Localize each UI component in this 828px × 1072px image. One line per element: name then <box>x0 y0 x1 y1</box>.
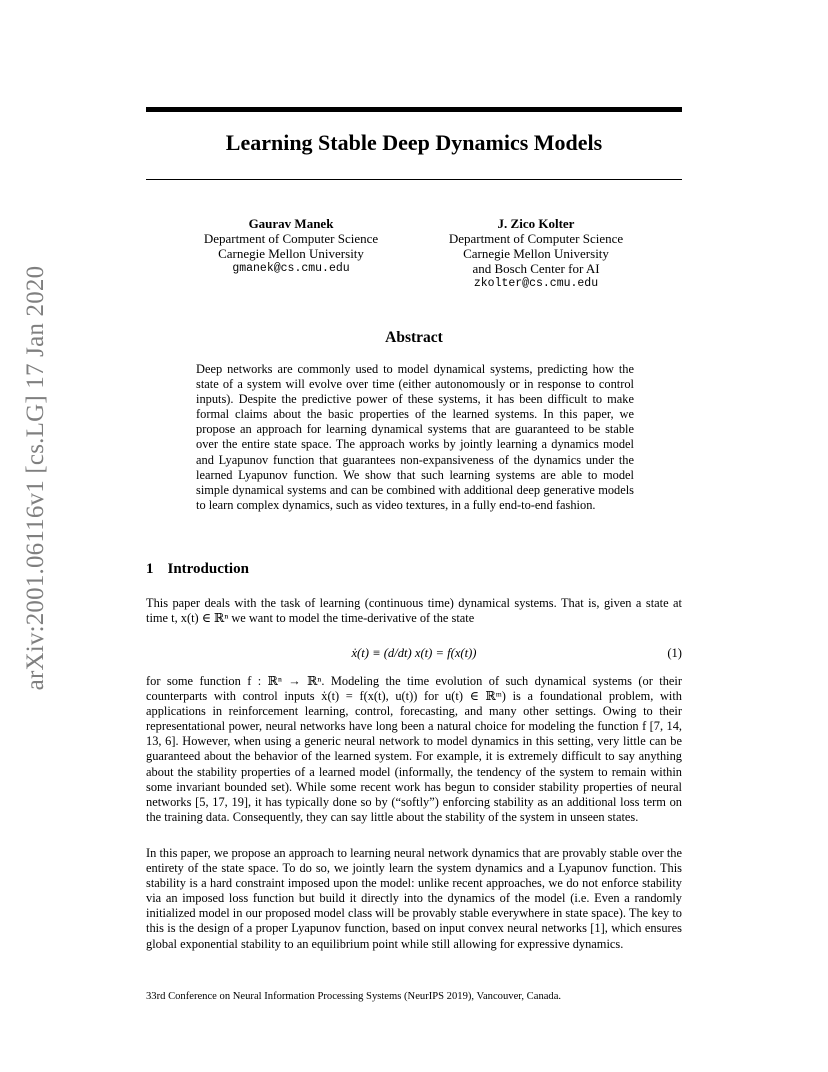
paper-title: Learning Stable Deep Dynamics Models <box>225 130 603 155</box>
intro-paragraph-2: for some function f : ℝⁿ → ℝⁿ. Modeling the time evolution of such dynamical systems (or their counterparts with control inputs ẋ(t) = f(x(t), u(t)) for u(t) ∈ ℝᵐ) is a foundational problem, with applications in reinforcement learning, control, forecasting, and many other settings. Owing to their representational power, neural networks have long been a natural choice for modeling the function f [7, 14, 13, 6]. However, when using a generic neural network to model dynamics in this setting, very little can be guaranteed about the behavior of the learned system. For example, it is extremely difficult to say anything about the stability properties of a learned model (informally, the tendency of the system to remain within some invariant bounded set). While some recent work has begun to consider stability properties of neural networks [5, 17, 19], it has typically done so by (“softly”) enforcing stability as an additional loss term on the training data. Consequently, they can say little about the stability of the system in unseen states. <box>146 674 682 824</box>
section-title: Introduction <box>167 561 249 577</box>
author-email: zkolter@cs.cmu.edu <box>473 277 599 290</box>
author-block-2 <box>440 216 632 291</box>
title-rule-top <box>146 107 682 112</box>
section-heading <box>146 561 249 578</box>
author-affiliation: Carnegie Mellon University <box>463 246 609 261</box>
author-affiliation: Carnegie Mellon University <box>218 246 364 261</box>
equation-body: ẋ(t) ≡ (d/dt) x(t) = f(x(t)) <box>351 646 477 660</box>
section-number: 1 <box>146 561 154 577</box>
intro-paragraph-1: This paper deals with the task of learning (continuous time) dynamical systems. That is, given a state at time t, x(t) ∈ ℝⁿ we want to model the time-derivative of the state <box>146 596 682 626</box>
author-affiliation: Department of Computer Science <box>203 231 379 246</box>
author-block-1 <box>196 216 386 276</box>
conference-footer: 33rd Conference on Neural Information Processing Systems (NeurIPS 2019), Vancouver, Canada. <box>146 991 562 1002</box>
abstract-text: Deep networks are commonly used to model dynamical systems, predicting how the state of a system will evolve over time (either autonomously or in response to control inputs). Despite the predictive power of these systems, it has been difficult to make formal claims about the basic properties of the learned systems. In this paper, we propose an approach for learning dynamical systems that are guaranteed to be stable over the entire state space. The approach works by jointly learning a dynamics model and Lyapunov function that guarantees non-expansiveness of the dynamics under the learned Lyapunov function. We show that such learning systems are able to model simple dynamical systems and can be combined with additional deep generative models to learn complex dynamics, such as video textures, in a fully end-to-end fashion. <box>196 362 634 512</box>
equation-1 <box>146 638 682 668</box>
equation-number: (1) <box>667 646 682 660</box>
author-name: J. Zico Kolter <box>497 216 575 231</box>
arxiv-stamp: arXiv:2001.06116v1 [cs.LG] 17 Jan 2020 <box>22 265 49 691</box>
title-rule-bottom <box>146 179 682 180</box>
author-affiliation: and Bosch Center for AI <box>472 261 600 276</box>
intro-paragraph-3: In this paper, we propose an approach to learning neural network dynamics that are provably stable over the entirety of the state space. To do so, we jointly learn the system dynamics and a Lyapunov function. This stability is a hard constraint imposed upon the model: unlike recent approaches, we do not enforce stability via an imposed loss function but build it directly into the dynamics of the model (i.e. Even a randomly initialized model in our proposed model class will be provably stable everywhere in state space). The key to this is the design of a proper Lyapunov function, based on input convex neural networks [1], which ensures global exponential stability to an equilibrium point while still allowing for expressive dynamics. <box>146 846 682 951</box>
author-affiliation: Department of Computer Science <box>448 231 624 246</box>
abstract-heading: Abstract <box>385 329 443 346</box>
author-name: Gaurav Manek <box>248 216 334 231</box>
author-email: gmanek@cs.cmu.edu <box>232 262 350 275</box>
